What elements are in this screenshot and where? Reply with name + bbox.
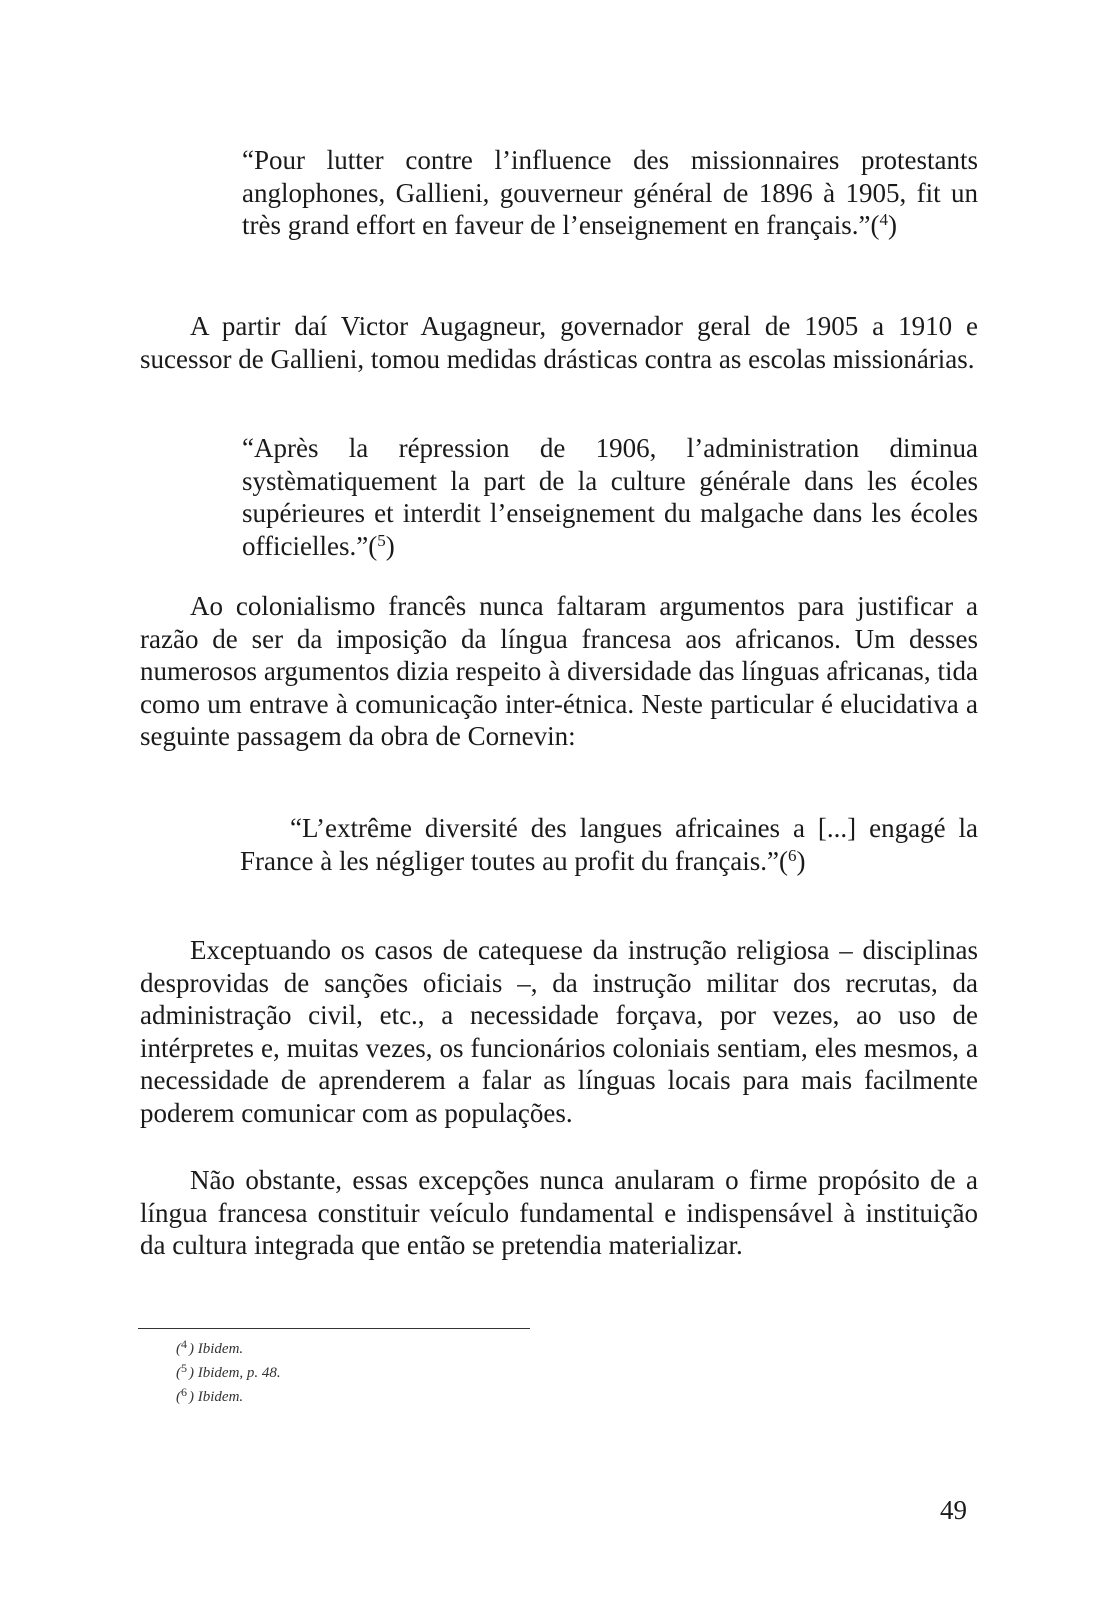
footnote-5: ($^5$ ) Ibidem, p. 48.	[176, 1361, 281, 1381]
footnote-ref-5: 5	[377, 530, 386, 550]
paragraph-exceptuando: Exceptuando os casos de catequese da instrução religiosa – disciplinas desprovidas de sanções oficiais –, da instrução militar dos recrutas, da administração civil, etc., a necessidade forçava, por vezes, ao uso de intérpretes e, muitas vezes, os funcionários coloniais sentiam, eles mesmos, a necessidade de aprenderem a falar as línguas locais para mais facilmente poderem comunicar com as populações.	[140, 935, 978, 1128]
footnote-divider	[138, 1328, 530, 1329]
footnote-ref-6: 6	[788, 845, 797, 865]
paragraph-colonialismo: Ao colonialismo francês nunca faltaram argumentos para justificar a razão de ser da imposição da língua francesa aos africanos. Um desses numerosos argumentos dizia respeito à diversidade das línguas africanas, tida como um entrave à comunicação inter-étnica. Neste particular é elucidativa a seguinte passagem da obra de Cornevin:	[140, 591, 978, 751]
quote-repression: “Après la répression de 1906, l’administration diminua systèmatiquement la part de la culture générale dans les écoles supérieures et interdit l’enseignement du malgache dans les écoles officielles.”($^5$)	[242, 433, 978, 561]
paragraph-nao-obstante: Não obstante, essas excepções nunca anularam o firme propósito de a língua francesa constituir veículo fundamental e indispensável à instituição da cultura integrada que então se pretendia materializar.	[140, 1165, 978, 1260]
footnote-ref-4: 4	[879, 210, 888, 229]
quote-cornevin: “L’extrême diversité des langues africaines a [...] engagé la France à les négliger toutes au profit du français.”($^6$)	[240, 813, 978, 876]
footnote-6: ($^6$ ) Ibidem.	[176, 1385, 244, 1405]
quote-gallieni: “Pour lutter contre l’influence des missionnaires protestants anglophones, Gallieni, gouverneur général de 1896 à 1905, fit un très grand effort en faveur de l’enseignement en français.”($^4$)	[242, 145, 978, 240]
footnote-4: ($^4$ ) Ibidem.	[176, 1337, 244, 1357]
paragraph-augagneur: A partir daí Victor Augagneur, governador geral de 1905 a 1910 e sucessor de Gallieni, tomou medidas drásticas contra as escolas missionárias.	[140, 311, 978, 374]
page-number: 49	[940, 1495, 967, 1525]
